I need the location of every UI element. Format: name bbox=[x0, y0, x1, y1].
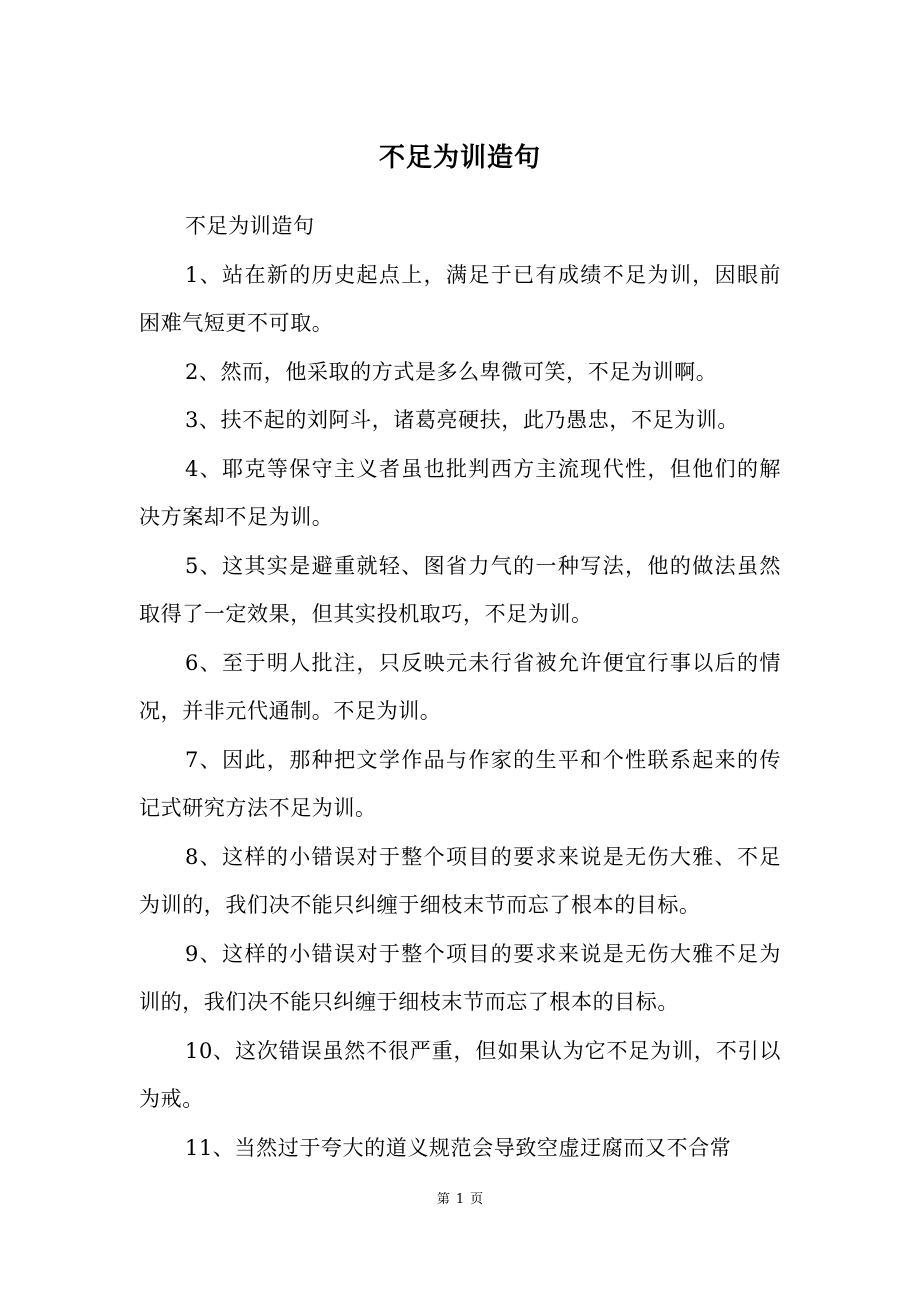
sentence-6: 6、至于明人批注，只反映元未行省被允许便宜行事以后的情况，并非元代通制。不足为训。 bbox=[139, 650, 781, 723]
sentence-9: 9、这样的小错误对于整个项目的要求来说是无伤大雅不足为训的，我们决不能只纠缠于细枝末节而忘了根本的目标。 bbox=[139, 941, 781, 1014]
sentence-7: 7、因此，那种把文学作品与作家的生平和个性联系起来的传记式研究方法不足为训。 bbox=[139, 747, 781, 820]
footer-page-number: 1 bbox=[455, 1192, 465, 1207]
sentence-8: 8、这样的小错误对于整个项目的要求来说是无伤大雅、不足为训的，我们决不能只纠缠于细枝末节而忘了根本的目标。 bbox=[139, 844, 781, 917]
sentence-10: 10、这次错误虽然不很严重，但如果认为它不足为训，不引以为戒。 bbox=[139, 1038, 781, 1111]
document-title: 不足为训造句 bbox=[378, 143, 541, 173]
sentence-1: 1、站在新的历史起点上，满足于已有成绩不足为训，因眼前困难气短更不可取。 bbox=[139, 262, 781, 335]
intro-line: 不足为训造句 bbox=[185, 214, 315, 238]
page-footer bbox=[0, 1191, 920, 1209]
sentence-5: 5、这其实是避重就轻、图省力气的一种写法，他的做法虽然取得了一定效果，但其实投机取巧，不足为训。 bbox=[139, 553, 781, 626]
sentence-3: 3、扶不起的刘阿斗，诸葛亮硬扶，此乃愚忠，不足为训。 bbox=[185, 408, 739, 432]
sentence-4: 4、耶克等保守主义者虽也批判西方主流现代性，但他们的解决方案却不足为训。 bbox=[139, 456, 781, 529]
footer-prefix: 第 bbox=[436, 1192, 450, 1207]
sentence-2: 2、然而，他采取的方式是多么卑微可笑，不足为训啊。 bbox=[185, 359, 718, 384]
sentence-11: 11、当然过于夸大的道义规范会导致空虚迂腐而又不合常 bbox=[185, 1135, 732, 1160]
footer-suffix: 页 bbox=[470, 1192, 484, 1207]
document-body bbox=[139, 202, 781, 1172]
